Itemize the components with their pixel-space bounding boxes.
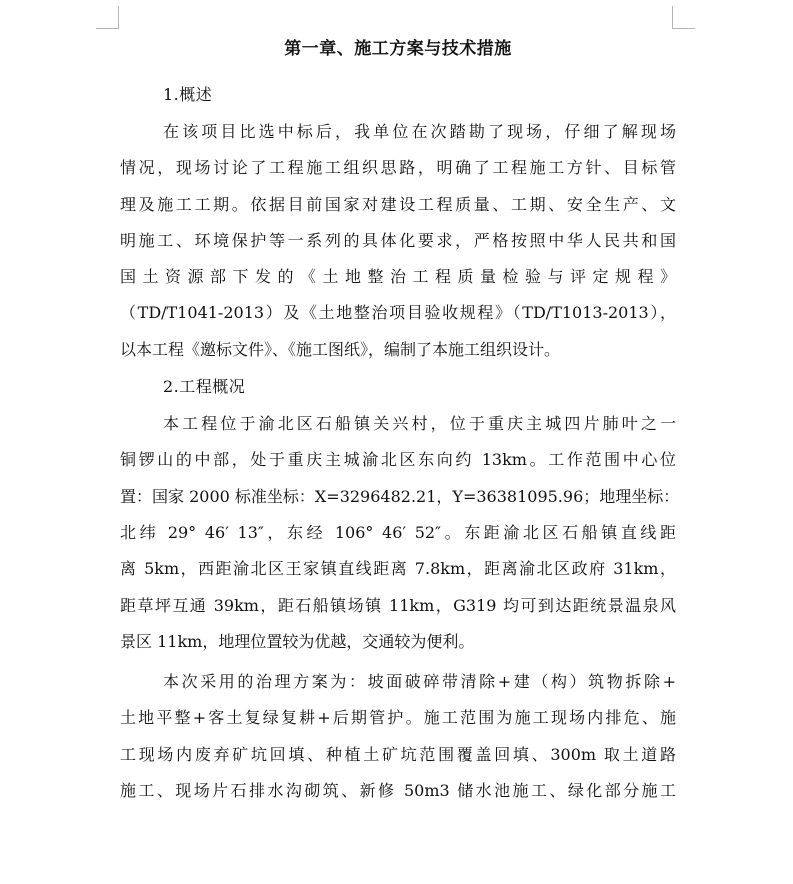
chapter-title: 第一章、施工方案与技术措施: [284, 39, 512, 59]
paragraph-line: 理及施工工期。依据目前国家对建设工程质量、工期、安全生产、文: [120, 194, 676, 214]
paragraph-line: 情况，现场讨论了工程施工组织思路，明确了工程施工方针、目标管: [120, 158, 676, 178]
section-heading-overview: 1.概述: [163, 85, 213, 104]
crop-mark-top-right: [672, 6, 695, 29]
paragraph-line: 本工程位于渝北区石船镇关兴村，位于重庆主城四片肺叶之一: [163, 414, 676, 434]
paragraph-location: [120, 406, 680, 660]
document-body: [120, 33, 680, 809]
paragraph-line: 明施工、环境保护等一系列的具体化要求，严格按照中华人民共和国: [120, 230, 676, 250]
crop-mark-top-left: [96, 6, 119, 29]
paragraph-line: 国土资源部下发的《土地整治工程质量检验与评定规程》: [120, 267, 676, 287]
paragraph-line: 北纬 29° 46′ 13″，东经 106° 46′ 52″。东距渝北区石船镇直线距: [120, 522, 676, 542]
paragraph-line: 本次采用的治理方案为：坡面破碎带清除+建（构）筑物拆除+: [163, 672, 676, 692]
paragraph-line: 土地平整+客土复绿复耕+后期管护。施工范围为施工现场内排危、施: [120, 708, 676, 728]
paragraph-line: 以本工程《邀标文件》、《施工图纸》，编制了本施工组织设计。: [120, 339, 561, 359]
paragraph-line: 施工、现场片石排水沟砌筑、新修 50m3 储水池施工、绿化部分施工: [120, 781, 676, 801]
section-heading-project-overview: 2.工程概况: [163, 377, 246, 397]
paragraph-line: 置：国家 2000 标准坐标：X=3296482.21，Y=36381095.96；地理坐标：: [120, 486, 680, 506]
paragraph-line: （TD/T1041-2013）及《土地整治项目验收规程》（TD/T1013-2013），: [120, 303, 676, 323]
paragraph-line: 景区 11km，地理位置较为优越，交通较为便利。: [120, 631, 475, 651]
paragraph-line: 距草坪互通 39km，距石船镇场镇 11km，G319 均可到达距统景温泉风: [120, 595, 676, 615]
paragraph-treatment-plan: [120, 664, 676, 809]
paragraph-line: 工现场内废弃矿坑回填、种植土矿坑范围覆盖回填、300m 取土道路: [120, 744, 676, 764]
paragraph-line: 铜锣山的中部，处于重庆主城渝北区东向约 13km。工作范围中心位: [120, 450, 676, 470]
paragraph-overview: [120, 114, 676, 368]
paragraph-line: 离 5km，西距渝北区王家镇直线距离 7.8km，距离渝北区政府 31km，: [120, 559, 676, 579]
paragraph-line: 在该项目比选中标后，我单位在次踏勘了现场，仔细了解现场: [163, 122, 676, 141]
